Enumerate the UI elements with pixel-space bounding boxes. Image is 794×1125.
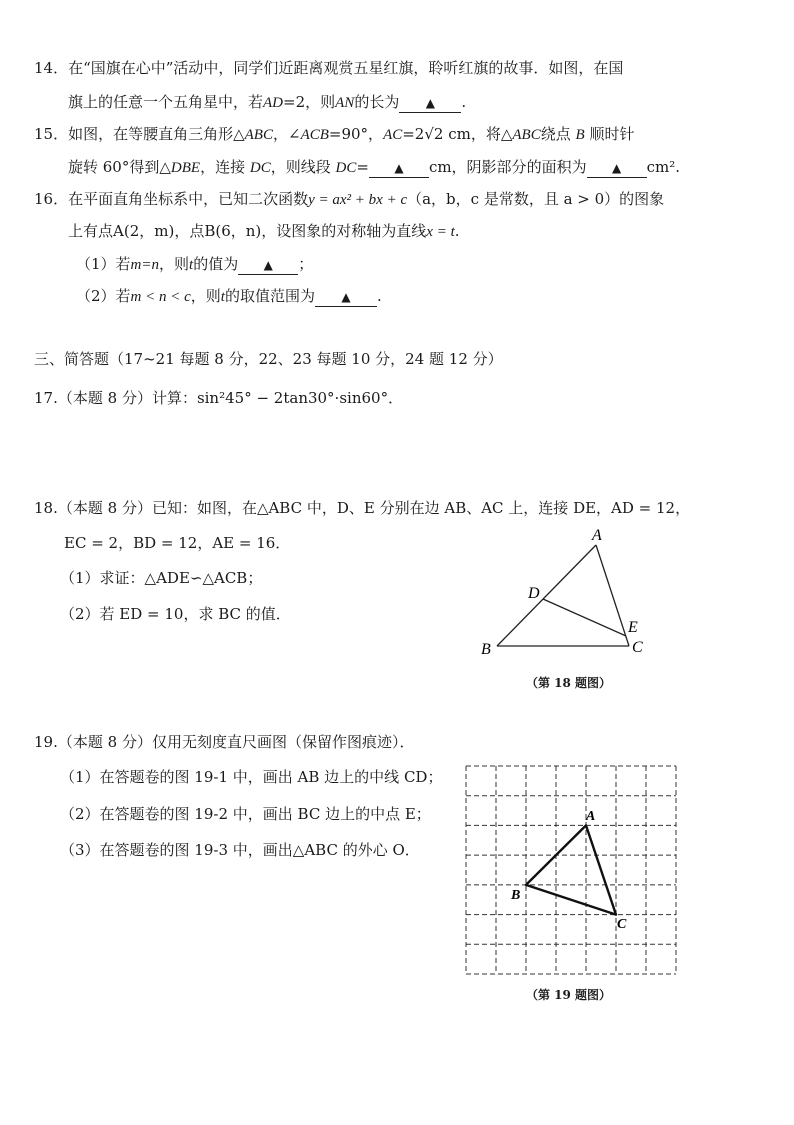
q15-line1 [34, 124, 635, 145]
q14-text-4: 的长为 [354, 93, 400, 111]
q18-number: 18. [34, 499, 58, 517]
q16-axis: x = t [426, 224, 455, 240]
q17-line [34, 388, 403, 408]
q19-grid [466, 766, 676, 974]
q19-part1: （1）在答题卷的图 19-1 中，画出 AB 边上的中线 CD； [60, 768, 443, 786]
q19-part3: （3）在答题卷的图 19-3 中，画出△ABC 的外心 O． [60, 841, 420, 859]
q15-var-ac: AC [383, 127, 403, 143]
answer-triangle-icon: ▲ [341, 290, 351, 304]
q16-point-b: B(6，n) [204, 222, 262, 240]
answer-triangle-icon: ▲ [394, 161, 404, 175]
q16-answer-blank-1[interactable] [238, 255, 298, 275]
q18-label-e: E [628, 619, 638, 636]
q16-p2-text-2: ，则 [190, 287, 221, 305]
q16-text-3: 上有点 [68, 222, 114, 240]
q18-label-d: D [528, 585, 540, 602]
q18-part2: （2）若 ED = 10，求 BC 的值． [60, 605, 291, 623]
q15-text-6: 顺时针 [589, 125, 635, 143]
q15-var-abc-2: ABC [512, 127, 541, 143]
q18-side-ac [596, 545, 629, 646]
q18-label-a: A [592, 527, 602, 544]
q15-var-abc: ABC [244, 127, 273, 143]
q18-label-c: C [632, 639, 643, 656]
q15-text-5: 绕点 [540, 125, 571, 143]
q19-label-c: C [617, 917, 627, 932]
q19-line1 [34, 732, 414, 752]
q18-part1: （1）求证：△ADE∽△ACB； [60, 569, 263, 587]
q19-part2: （2）在答题卷的图 19-2 中，画出 BC 边上的中点 E； [60, 805, 431, 823]
q16-p2-text-1: （2）若 [76, 287, 131, 305]
q18-text-1: （本题 8 分）已知：如图，在△ABC 中，D、E 分别在边 AB、AC 上，连接 DE，AD = 12， [57, 499, 691, 517]
q16-end: . [454, 222, 460, 240]
q15-var-dc-2: DC [335, 160, 357, 176]
q16-p2-text-3: 的取值范围为 [224, 287, 315, 305]
q15-number: 15． [34, 125, 69, 143]
answer-triangle-icon: ▲ [425, 96, 435, 110]
q15-var-acb: ACB [300, 127, 329, 143]
q16-p2-var-t: t [220, 289, 225, 305]
answer-triangle-icon: ▲ [263, 258, 273, 272]
answer-triangle-icon: ▲ [611, 161, 622, 175]
q15-var-b: B [575, 127, 585, 143]
q16-function: y = ax² + bx + c [308, 192, 408, 208]
q18-segment-de [543, 599, 626, 636]
q14-var-an: AN [335, 95, 355, 111]
q16-line2 [68, 221, 460, 242]
q18-figure [478, 524, 658, 664]
q15-text-1: 如图，在等腰直角三角形△ [68, 125, 245, 143]
q18-line2: EC = 2，BD = 12，AE = 16． [64, 534, 291, 552]
q16-line1 [34, 189, 664, 210]
q16-p1-text-1: （1）若 [76, 255, 131, 273]
q16-part1 [76, 254, 313, 275]
q16-p2-cond: m < n < c [130, 289, 191, 305]
q15-answer-blank-2[interactable] [587, 158, 647, 178]
q15-text-11: cm，阴影部分的面积为 [428, 158, 587, 176]
q14-line1 [34, 58, 623, 78]
q18-caption: （第 18 题图） [526, 676, 612, 690]
q14-var-ad: AD [263, 95, 284, 111]
q19-caption: （第 19 题图） [526, 988, 612, 1002]
q19-label-a: A [586, 809, 596, 824]
q15-var-dbe: DBE [170, 160, 201, 176]
q15-text-7: 旋转 60°得到△ [68, 158, 171, 176]
q15-line2 [68, 157, 680, 178]
q15-answer-blank-1[interactable] [369, 158, 429, 178]
q16-p1-var-t: t [189, 257, 194, 273]
q15-text-4: =2√2 cm，将△ [402, 125, 513, 143]
q16-text-1: 在平面直角坐标系中，已知二次函数 [68, 190, 309, 208]
q15-var-dc: DC [249, 160, 271, 176]
q16-text-4: ，点 [174, 222, 205, 240]
q14-text-3: =2，则 [283, 93, 336, 111]
q16-p1-end: ； [298, 255, 314, 273]
q16-text-5: ，设图象的对称轴为直线 [261, 222, 427, 240]
q16-p1-text-2: ，则 [159, 255, 190, 273]
q16-answer-blank-2[interactable] [315, 287, 377, 307]
section-3-heading: 三、简答题（17~21 每题 8 分，22、23 每题 10 分，24 题 12 分） [34, 350, 503, 368]
q16-number: 16． [34, 190, 69, 208]
q19-grid-figure [465, 765, 679, 977]
q18-line1 [34, 498, 690, 518]
q15-text-8: ，连接 [200, 158, 246, 176]
q16-p1-cond: m=n [130, 257, 160, 273]
q18-label-b: B [481, 641, 491, 658]
q15-text-3: =90°， [328, 125, 384, 143]
q16-p2-end: . [376, 287, 382, 305]
q17-number: 17. [34, 389, 58, 407]
q16-p1-text-3: 的值为 [193, 255, 239, 273]
q14-line2 [68, 92, 466, 113]
q16-point-a: A(2，m) [113, 222, 175, 240]
q14-number: 14． [34, 59, 69, 77]
q14-end: . [461, 93, 467, 111]
q19-text-1: （本题 8 分）仅用无刻度直尺画图（保留作图痕迹）． [57, 733, 415, 751]
q19-label-b: B [511, 888, 521, 903]
q19-number: 19. [34, 733, 58, 751]
q15-text-9: ，则线段 [270, 158, 331, 176]
q14-text-2: 旗上的任意一个五角星中，若 [68, 93, 264, 111]
q16-text-2: （a，b，c 是常数，且 a > 0）的图象 [407, 190, 665, 208]
q15-text-2: ，∠ [272, 125, 301, 143]
q18-side-ab [497, 545, 596, 646]
q16-part2 [76, 286, 382, 307]
q14-answer-blank[interactable] [399, 93, 461, 113]
q14-text-1: 在“国旗在心中”活动中，同学们近距离观赏五星红旗，聆听红旗的故事．如图，在国 [68, 59, 624, 77]
q19-triangle-abc [526, 825, 616, 914]
q15-text-10: = [356, 158, 369, 176]
q17-text: （本题 8 分）计算：sin²45° − 2tan30°·sin60°． [57, 389, 404, 407]
q15-text-12: cm². [646, 158, 680, 176]
